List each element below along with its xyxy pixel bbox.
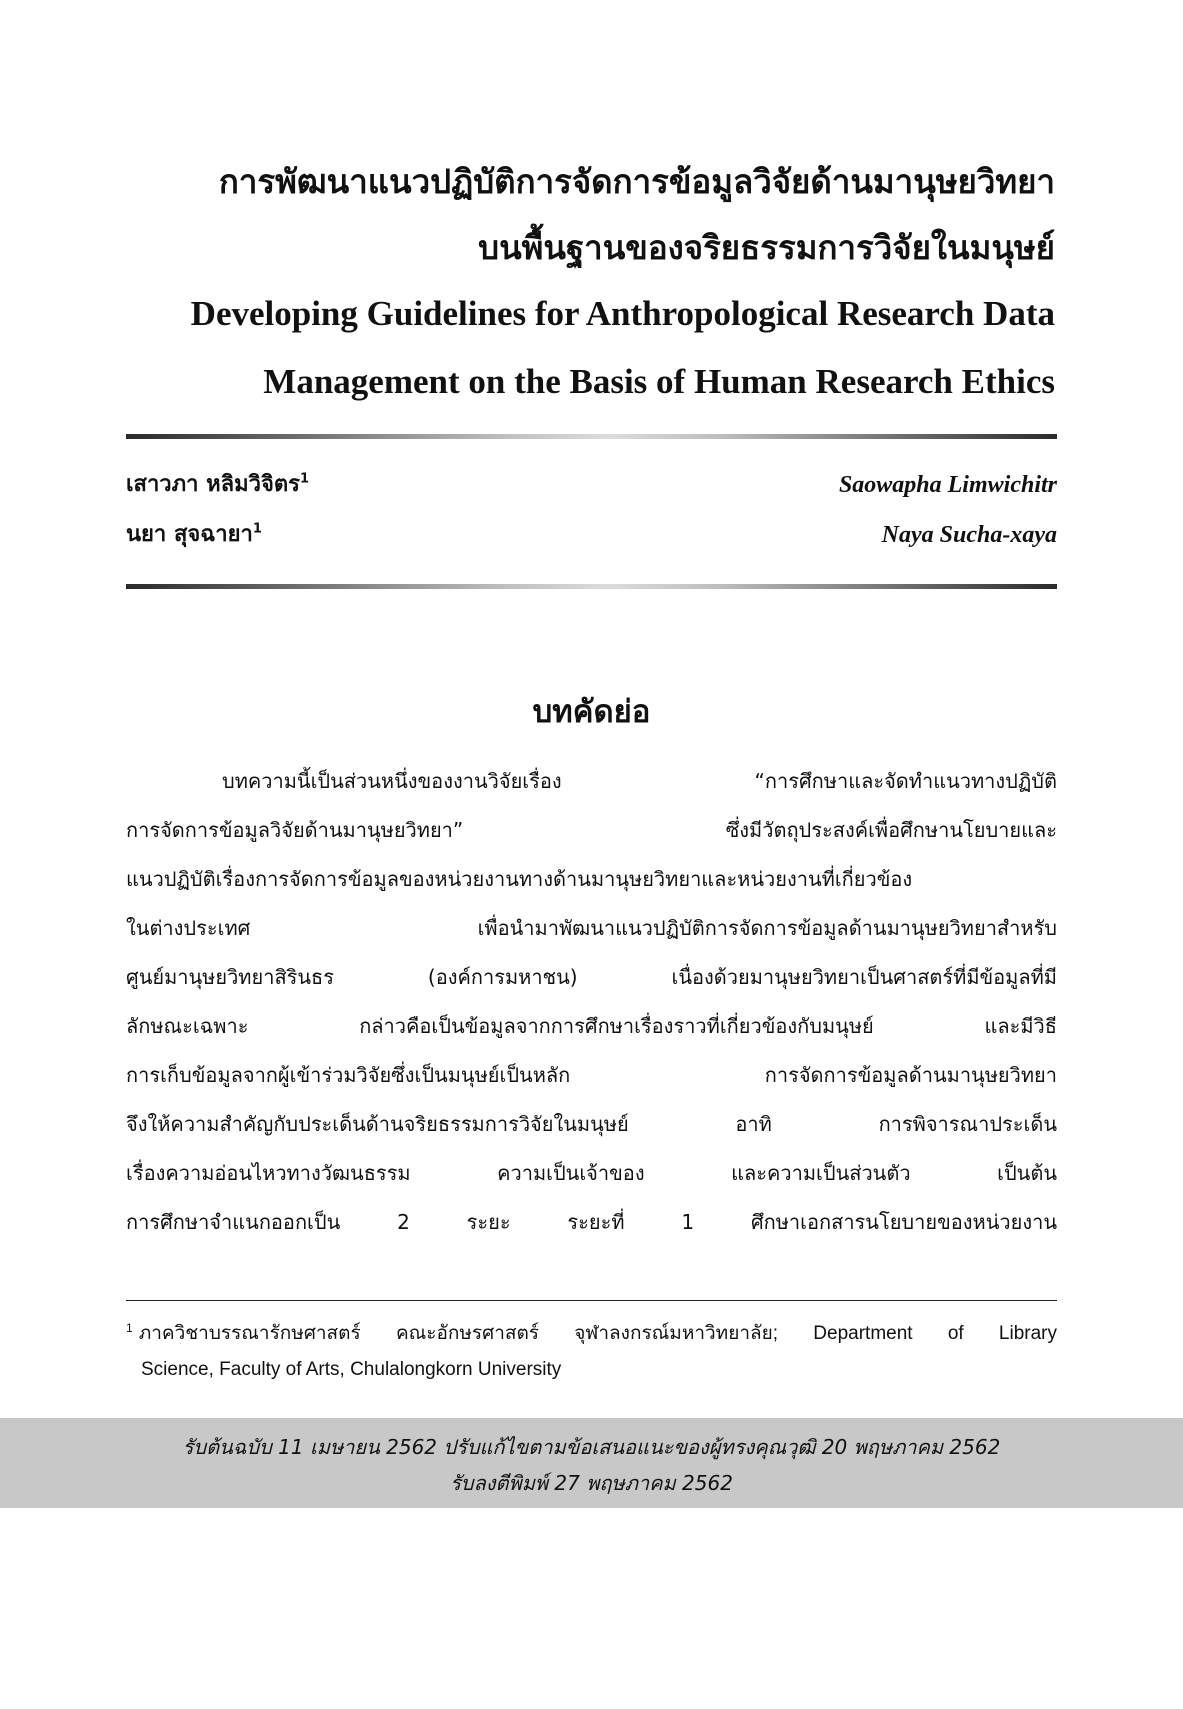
abstract-line: ลักษณะเฉพาะ กล่าวคือเป็นข้อมูลจากการศึกษาเรื่องราวที่เกี่ยวข้องกับมนุษย์ และมีวิธี xyxy=(126,1014,1057,1038)
thai-title-line-1: การพัฒนาแนวปฏิบัติการจัดการข้อมูลวิจัยด้านมานุษยวิทยา xyxy=(218,162,1055,201)
abstract-heading: บทคัดย่อ xyxy=(532,694,651,730)
abstract-line: บทความนี้เป็นส่วนหนึ่งของงานวิจัยเรื่อง “การศึกษาและจัดทำแนวทางปฏิบัติ xyxy=(222,769,1057,793)
english-title-line-2: Management on the Basis of Human Research Ethics xyxy=(263,362,1055,401)
abstract-line: แนวปฏิบัติเรื่องการจัดการข้อมูลของหน่วยงานทางด้านมานุษยวิทยาและหน่วยงานที่เกี่ยวข้อง xyxy=(126,867,913,891)
abstract-line: เรื่องความอ่อนไหวทางวัฒนธรรม ความเป็นเจ้าของ และความเป็นส่วนตัว เป็นต้น xyxy=(126,1161,1057,1185)
footnote xyxy=(126,1316,1057,1388)
abstract-line: การจัดการข้อมูลวิจัยด้านมานุษยวิทยา” ซึ่งมีวัตถุประสงค์เพื่อศึกษานโยบายและ xyxy=(126,818,1057,842)
abstract-line: ศูนย์มานุษยวิทยาสิรินธร (องค์การมหาชน) เนื่องด้วยมานุษยวิทยาเป็นศาสตร์ที่มีข้อมูลที่มี xyxy=(126,965,1057,989)
english-author-1: Saowapha Limwichitr xyxy=(838,472,1057,498)
thai-author-1-name: เสาวภา หลิมวิจิตร xyxy=(126,472,301,497)
footnote-line-2: Science, Faculty of Arts, Chulalongkorn University xyxy=(141,1359,562,1380)
english-title-line-1: Developing Guidelines for Anthropological Research Data xyxy=(190,294,1055,333)
thai-author-2 xyxy=(126,520,262,550)
thai-author-1 xyxy=(126,470,309,500)
english-author-2: Naya Sucha-xaya xyxy=(881,522,1057,548)
abstract-line: จึงให้ความสำคัญกับประเด็นด้านจริยธรรมการวิจัยในมนุษย์ อาทิ การพิจารณาประเด็น xyxy=(126,1112,1057,1136)
received-revised-dates: รับต้นฉบับ 11 เมษายน 2562 ปรับแก้ไขตามข้อเสนอแนะของผู้ทรงคุณวุฒิ 20 พฤษภาคม 2562 xyxy=(182,1435,1001,1459)
thai-author-2-mark: 1 xyxy=(252,521,262,537)
footnote-line-1 xyxy=(126,1316,1057,1352)
thai-author-2-name: นยา สุจฉายา xyxy=(126,522,253,547)
thai-title-line-2: บนพื้นฐานของจริยธรรมการวิจัยในมนุษย์ xyxy=(478,228,1055,267)
footnote-divider xyxy=(126,1300,1057,1301)
author-divider xyxy=(126,584,1057,589)
abstract-line: การศึกษาจำแนกออกเป็น 2 ระยะ ระยะที่ 1 ศึกษาเอกสารนโยบายของหน่วยงาน xyxy=(126,1210,1057,1234)
thai-author-1-mark: 1 xyxy=(300,471,310,487)
accepted-date: รับลงตีพิมพ์ 27 พฤษภาคม 2562 xyxy=(450,1471,733,1495)
abstract-line: ในต่างประเทศ เพื่อนำมาพัฒนาแนวปฏิบัติการจัดการข้อมูลด้านมานุษยวิทยาสำหรับ xyxy=(126,916,1057,940)
title-divider xyxy=(126,434,1057,439)
footnote-text-1: ภาควิชาบรรณารักษศาสตร์ คณะอักษรศาสตร์ จุฬาลงกรณ์มหาวิทยาลัย; Department of Library xyxy=(138,1323,1057,1344)
abstract-line: การเก็บข้อมูลจากผู้เข้าร่วมวิจัยซึ่งเป็นมนุษย์เป็นหลัก การจัดการข้อมูลด้านมานุษยวิทยา xyxy=(126,1063,1057,1087)
footnote-mark: 1 xyxy=(126,1320,133,1335)
